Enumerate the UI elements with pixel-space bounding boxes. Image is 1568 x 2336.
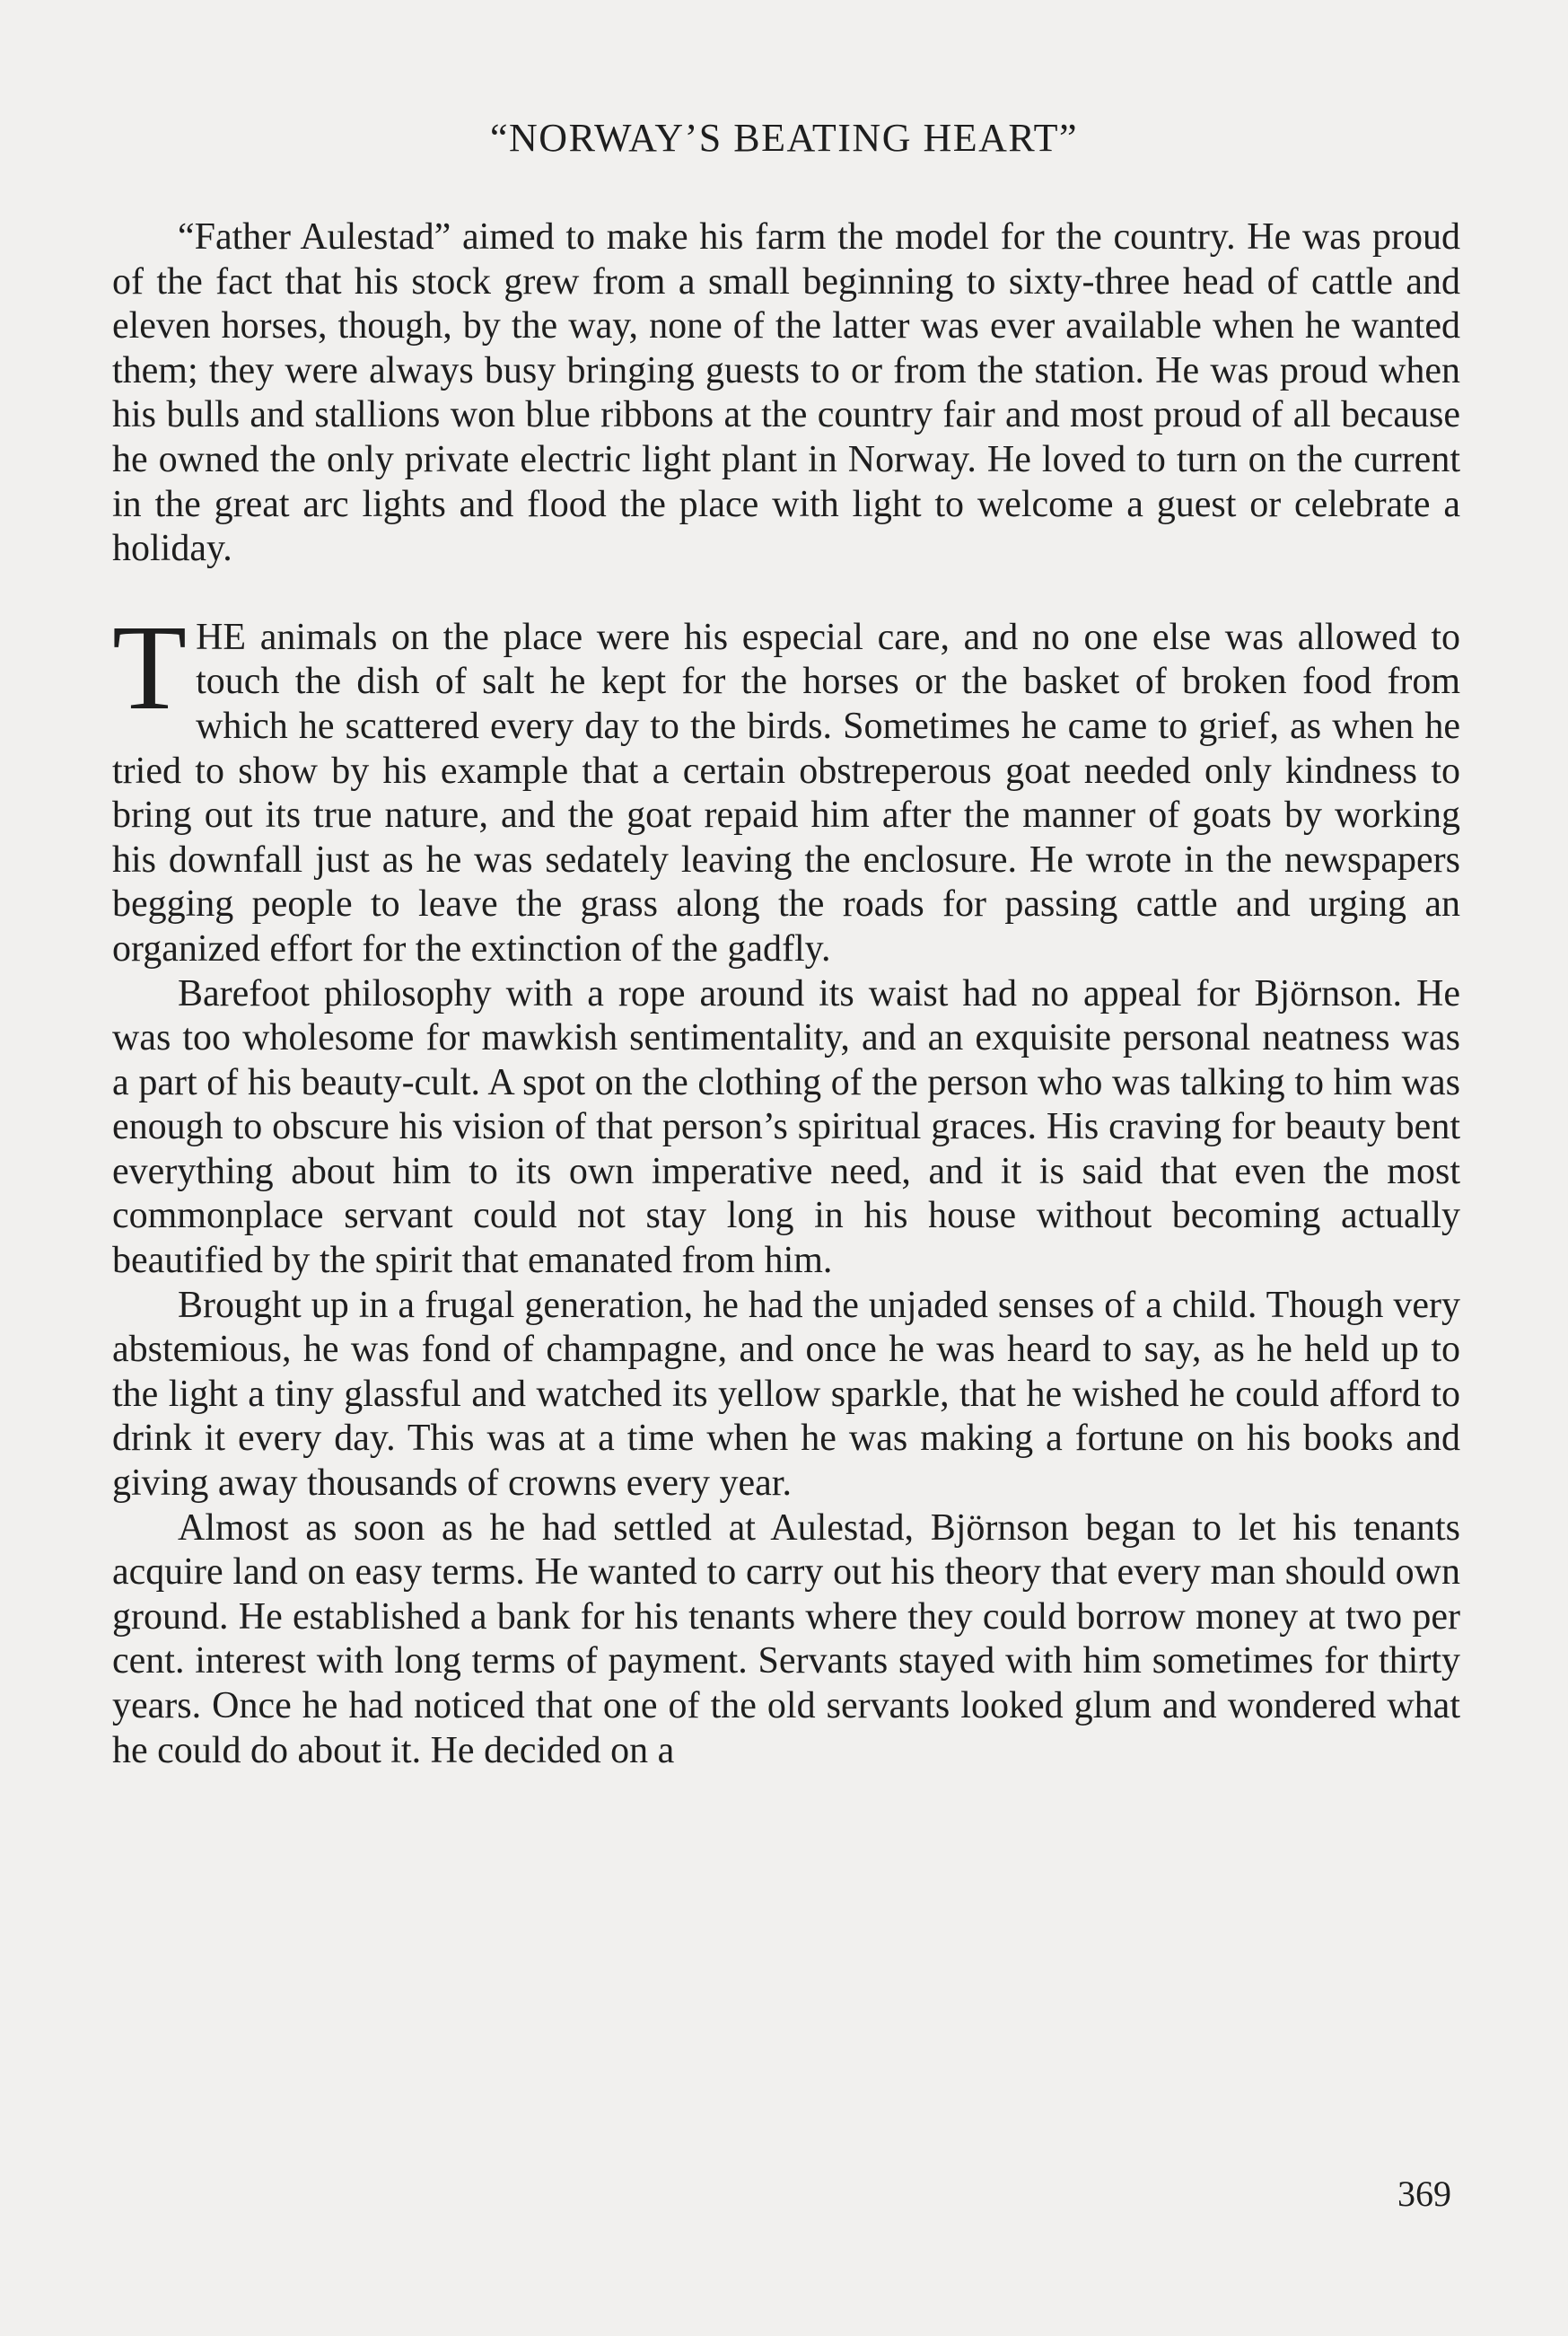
paragraph-tenants: Almost as soon as he had settled at Aulestad, Björnson began to let his tenants acquire land on easy terms. He wanted to carry out his theory that every man should own ground. He established a bank for his tenants where they could borrow money at two per cent. interest with long terms of payment. Servants stayed with him sometimes for thirty years. Once he had noticed that one of the old servants looked glum and wondered what he could do about it. He decided on a	[112, 1506, 1460, 1771]
paragraph-frugal-generation: Brought up in a frugal generation, he had the unjaded senses of a child. Though very abstemious, he was fond of champagne, and once he was heard to say, as he held up to the light a tiny glassful and watched its yellow sparkle, that he wished he could afford to drink it every day. This was at a time when he was making a fortune on his books and giving away thousands of crowns every year.	[112, 1284, 1460, 1505]
drop-cap: T	[112, 600, 188, 735]
body-text	[112, 215, 1460, 1773]
paragraph-animals-text: HE animals on the place were his especial care, and no one else was allowed to touch the dish of salt he kept for the horses or the basket of broken food from which he scattered every day to the birds. Sometimes he came to grief, as when he tried to show by his example that a certain obstreperous goat needed only kindness to bring out its true nature, and the goat repaid him after the manner of goats by working his downfall just as he was sedately leaving the enclosure. He wrote in the newspapers begging people to leave the grass along the roads for passing cattle and urging an organized effort for the extinction of the gadfly.	[112, 616, 1460, 970]
paragraph-animals	[112, 600, 1460, 972]
running-head: “NORWAY’S BEATING HEART”	[489, 116, 1079, 160]
page-number: 369	[1397, 2174, 1451, 2214]
paragraph-barefoot-philosophy: Barefoot philosophy with a rope around its waist had no appeal for Björnson. He was too wholesome for mawkish sentimentality, and an exquisite personal neatness was a part of his beauty-cult. A spot on the clothing of the person who was talking to him was enough to obscure his vision of that person’s spiritual graces. His craving for beauty bent everything about him to its own imperative need, and it is said that even the most commonplace servant could not stay long in his house without becoming actually beautified by the spirit that emanated from him.	[112, 972, 1460, 1282]
paragraph-father-aulestad: “Father Aulestad” aimed to make his farm the model for the country. He was proud of the fact that his stock grew from a small beginning to sixty-three head of cattle and eleven horses, though, by the way, none of the latter was ever available when he wanted them; they were always busy bringing guests to or from the station. He was proud when his bulls and stallions won blue ribbons at the country fair and most proud of all because he owned the only private electric light plant in Norway. He loved to turn on the current in the great arc lights and flood the place with light to welcome a guest or celebrate a holiday.	[112, 216, 1460, 570]
